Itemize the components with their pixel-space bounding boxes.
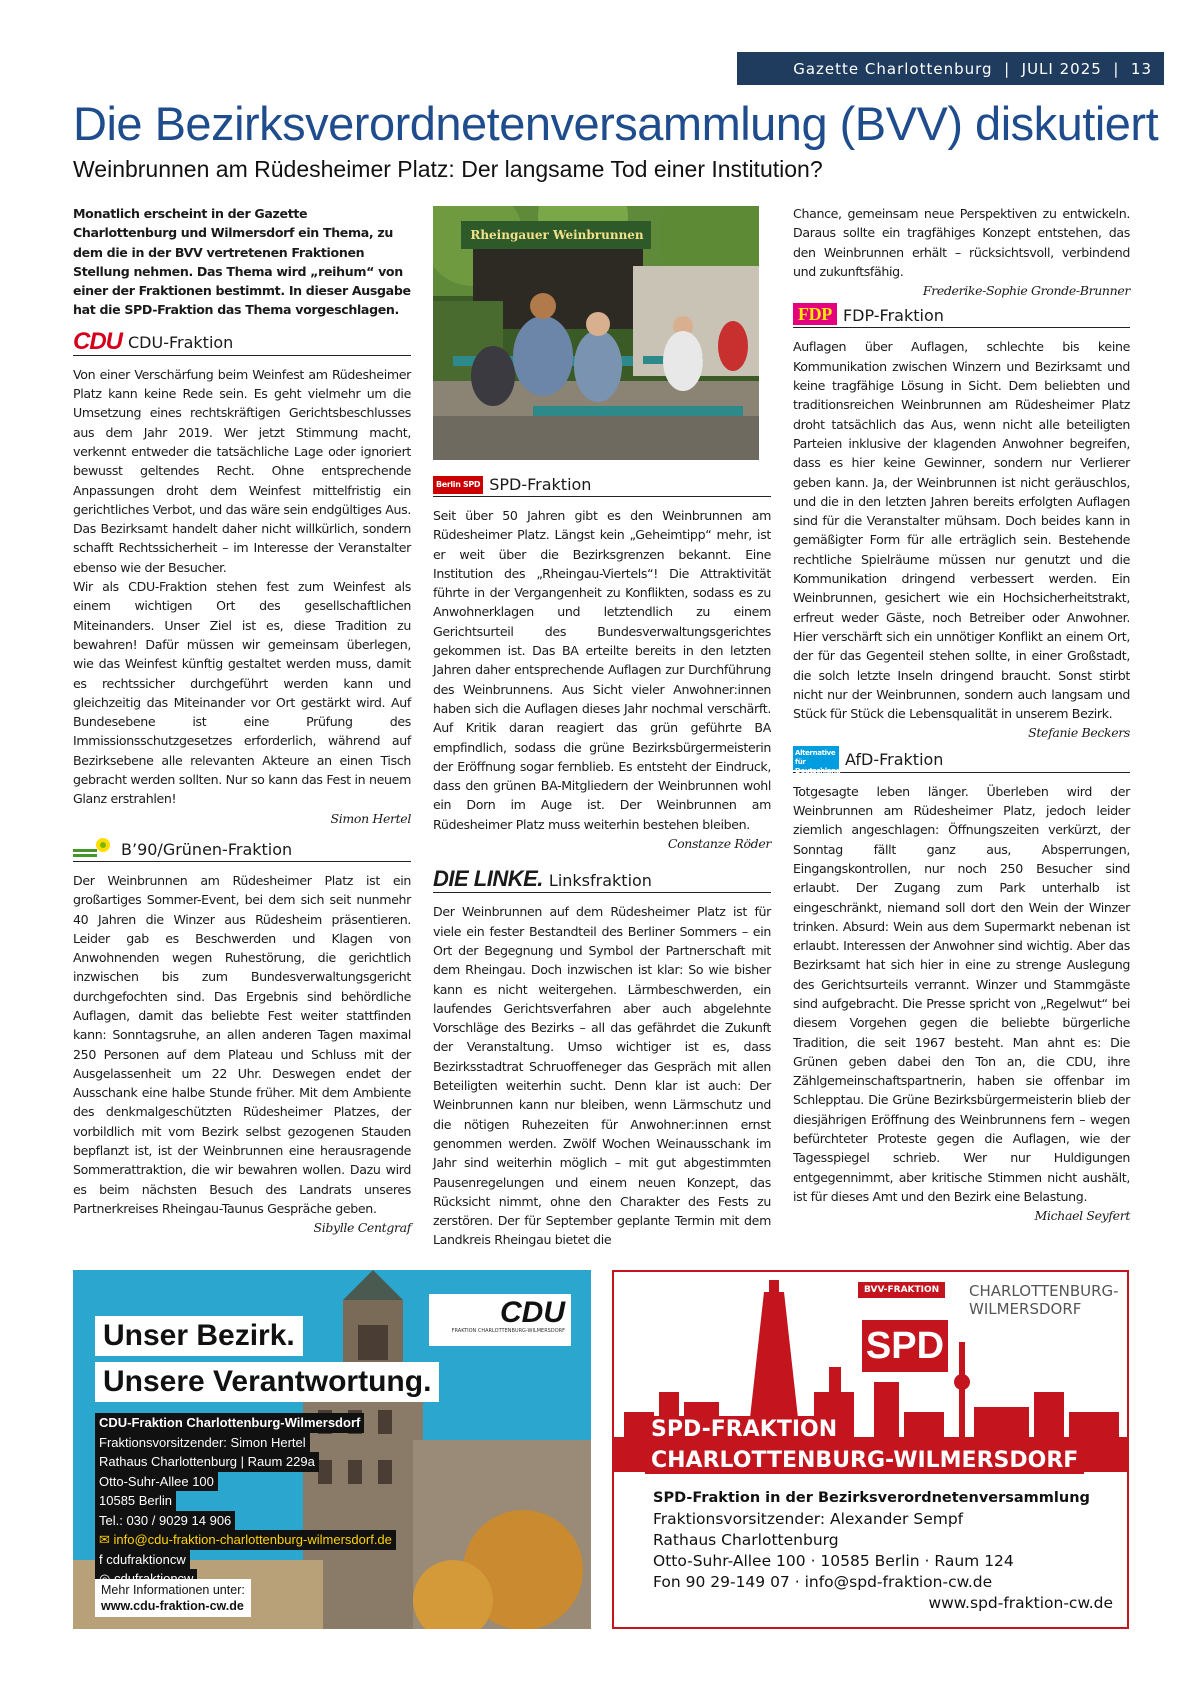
spd-text: Seit über 50 Jahren gibt es den Weinbrunnen am Rüdesheimer Platz. Längst kein „Geheimtipp“ mehr, ist er weit über die Bezirksgrenzen bekannt. Eine Institution des „Rheingau-Viertels“! Die Attraktivität führte in der Vergangenheit zu Konflikten, sodass es zu Anwohnerklagen und letztendlich zu einem Gerichtsurteil des Bundesverwaltungsgerichtes gekommen ist. Das BA erteilte bereits in den letzten Jahren daher entsprechende Auflagen zur Durchführung des Weinbrunnens. Aus Sicht vieler Anwohner:innen haben sich die Auflagen dieses Jahr nochmal verschärft. Auf Kritik daran reagiert das grün geführte BA empfindlich, sodass die grüne Bezirksbürgermeisterin der Eröffnung sogar fernblieb. Es entsteht der Eindruck, dass den grünen BA-Mitgliedern der Weinbrunnen wohl ein Dorn im Auge ist. Der Weinbrunnen am Rüdesheimer Platz muss weiterhin bestehen bleiben. <box>433 508 771 832</box>
gruene-author: Sibylle Centgraf <box>313 1220 411 1236</box>
cdu-ad-url[interactable]: www.cdu-fraktion-cw.de <box>101 1599 244 1613</box>
header-bar <box>737 52 1164 85</box>
afd-author: Michael Seyfert <box>1034 1208 1130 1224</box>
afd-text: Totgesagte leben länger. Überleben wird der Weinbrunnen am Rüdesheimer Platz, jedoch leider ziemlich angeschlagen: Öffnungszeiten verkürzt, der Sonntag fällt ganz aus, Absperrungen, Eingangskontrollen, nur noch 250 Besucher sind erlaubt. Der Zugang zum Park unterhalb ist eingeschränkt, niemand soll dort den Wein der Winzer trinken. Absurd: Wein aus dem Supermarkt nebenan ist erlaubt. Interessen der Anwohner sind wichtig. Aber das Bezirksamt hat sich hier in eine zu strenge Auslegung des Gerichtsurteils verrannt. Winzer und Stammgäste sind aufgebracht. Die Presse spricht von „Regelwut“ bei diesem Vorgehen gegen die beliebte bürgerliche Tradition, die seit 1967 besteht. Man ahnt es: Die Grünen geben dabei den Ton an, die CDU, ihre Zählgemeinschaftspartnerin, haben sie offenbar im Schlepptau. Die Grüne Bezirksbürgermeisterin blieb der diesjährigen Eröffnung des Weinbrunnens fern – wegen befürchteter Proteste gegen die Auflagen, wie der Tagesspiegel schrieb. Wer nur Huldigungen entgegennimmt, aber kritische Stimmen nicht aushält, ist für dieses Amt und den Bezirk eine Belastung. <box>793 783 1130 1204</box>
cdu-ad-line-2: Rathaus Charlottenburg | Raum 229a <box>95 1452 319 1472</box>
cdu-ad-contact <box>95 1413 396 1589</box>
header-text: Gazette Charlottenburg | JULI 2025 | 13 <box>793 59 1152 78</box>
cdu-ad-logo-sub: FRAKTION CHARLOTTENBURG-WILMERSDORF <box>451 1328 565 1334</box>
fdp-heading <box>793 302 1130 328</box>
spd-party-name: SPD-Fraktion <box>489 474 592 494</box>
spd-ad-line-5[interactable]: Fon 90 29-149 07 · info@spd-fraktion-cw.de <box>653 1573 993 1591</box>
spd-ad-contact <box>653 1488 1113 1614</box>
cdu-ad-fb-row <box>95 1550 190 1570</box>
cdu-ad-more-box <box>95 1579 251 1617</box>
afd-logo: Alternative für Deutschland <box>793 746 839 770</box>
facebook-icon: f <box>99 1551 107 1567</box>
spd-ad-line-3: Rathaus Charlottenburg <box>653 1531 839 1549</box>
cdu-ad-line-4: 10585 Berlin <box>95 1491 176 1511</box>
afd-heading <box>793 747 1130 773</box>
spd-author: Constanze Röder <box>667 836 771 852</box>
spd-ad-region-1: CHARLOTTENBURG- <box>969 1282 1119 1300</box>
linke-logo: DIE LINKE. <box>433 866 543 892</box>
spd-ad-region-2: WILMERSDORF <box>969 1300 1082 1318</box>
column-right <box>793 204 1130 1226</box>
cdu-ad-logo-box <box>429 1294 571 1346</box>
spd-advertisement <box>612 1270 1129 1629</box>
photo-sign: Rheingauer Weinbrunnen <box>470 228 644 242</box>
fdp-author: Stefanie Beckers <box>1028 725 1130 741</box>
page-subtitle: Weinbrunnen am Rüdesheimer Platz: Der langsame Tod einer Institution? <box>73 156 823 182</box>
cdu-ad-org: CDU-Fraktion Charlottenburg-Wilmersdorf <box>95 1413 364 1433</box>
cdu-ad-facebook[interactable]: cdufraktioncw <box>106 1551 186 1567</box>
spd-ad-line-2: Fraktionsvorsitzender: Alexander Sempf <box>653 1510 964 1528</box>
fdp-text: Auflagen über Auflagen, schlechte bis keine Kommunikation zwischen Winzern und Bezirksamt und keine tragfähige Lösung in Sicht. Dem beliebten und traditionsreichen Weinbrunnen am Rüdesheimer Platz droht tatsächlich das Aus, wenn nicht alle beteiligten Parteien inklusive der klagenden Anwohner begreifen, dass es hier keine Gewinner, sondern nur Verlierer geben kann. Ja, der Weinbrunnen ist nicht geräuschlos, und die in den letzten Jahren bereits erfolgten Auflagen sind für die Veranstalter mühsam. Doch beides kann in gemäßigter Form für alle erträglich sein. Bestehende rechtliche Spielräume müssen nur genutzt und die Kommunikation dringend verbessert werden. Ein Weinbrunnen, gesichert wie ein Hochsicherheitstrakt, erfreut weder Gäste, noch Betreiber oder Anwohner. Hier verschärft sich ein unnötiger Konflikt an einem Ort, der für das Gegenteil stehen sollte, in einer Großstadt, die solch letzte Inseln dringend braucht. Sonst stirbt nicht nur der Weinbrunnen, sondern auch langsam und Stück für Stück die Lebensqualität in unserem Bezirk. <box>793 339 1130 722</box>
spd-ad-title-1: SPD-FRAKTION <box>645 1416 843 1443</box>
gruene-sunflower-logo <box>73 837 115 859</box>
gruene-party-name: B’90/Grünen-Fraktion <box>121 839 293 859</box>
cdu-ad-email-row <box>95 1530 396 1550</box>
linke-author: Frederike-Sophie Gronde-Brunner <box>922 283 1130 299</box>
spd-ad-line-4: Otto-Suhr-Allee 100 · 10585 Berlin · Raum 124 <box>653 1552 1014 1570</box>
spd-ad-logo: SPD <box>862 1320 948 1372</box>
cdu-ad-line-3: Otto-Suhr-Allee 100 <box>95 1472 218 1492</box>
cdu-ad-more: Mehr Informationen unter: <box>101 1583 245 1597</box>
cdu-logo: CDU <box>73 327 122 355</box>
cdu-ad-email[interactable]: info@cdu-fraktion-charlottenburg-wilmersdorf.de <box>113 1532 392 1547</box>
intro-text: Monatlich erscheint in der Gazette Charlottenburg und Wilmersdorf ein Thema, zu dem die in der BVV vertretenen Fraktionen Stellung nehmen. Das Thema wird „reihum“ von einer der Fraktionen bestimmt. In dieser Ausgabe hat die SPD-Fraktion das Thema vorgeschlagen. <box>73 206 411 318</box>
page-title: Die Bezirksverordnetenversammlung (BVV) diskutiert <box>73 97 1159 150</box>
cdu-ad-headline-1: Unser Bezirk. <box>95 1316 303 1356</box>
linke-heading <box>433 867 771 893</box>
gruene-heading <box>73 836 411 862</box>
cdu-ad-logo: CDU <box>500 1296 565 1329</box>
cdu-party-name: CDU-Fraktion <box>128 333 234 353</box>
spd-ad-url[interactable]: www.spd-fraktion-cw.de <box>928 1594 1113 1612</box>
cdu-ad-line-5: Tel.: 030 / 9029 14 906 <box>95 1511 235 1531</box>
spd-berlin-logo: Berlin SPD <box>433 476 483 494</box>
spd-ad-line-1: SPD-Fraktion in der Bezirksverordnetenversammlung <box>653 1490 1090 1506</box>
fdp-logo: FDP <box>793 303 837 325</box>
cdu-ad-line-1: Fraktionsvorsitzender: Simon Hertel <box>95 1433 310 1453</box>
weinbrunnen-photo <box>433 206 759 460</box>
fdp-party-name: FDP-Fraktion <box>842 306 944 326</box>
gruene-text: Der Weinbrunnen am Rüdesheimer Platz ist ein großartiges Sommer-Event, bei dem sich seit nunmehr 40 Jahren die Winzer aus Rüdesheim präsentieren. Leider gab es Beschwerden und Klagen von Anwohnenden wegen Ruhestörung, die gerichtlich inzwischen bis zum Bundesverwaltungsgericht durchgefochten sind. Das Ergebnis sind behördliche Auflagen, damit das beliebte Fest weiter stattfinden kann: Sonntagsruhe, an allen anderen Tagen maximal 250 Personen auf dem Plateau und Schluss mit der Ausgelassenheit um 22 Uhr. Deswegen endet der Ausschank eine halbe Stunde früher. Mit dem Ambiente des denkmalgeschützten Rüdesheimer Platzes, der vorbildlich mit vom Bezirk selbst gezogenen Stauden bepflanzt ist, ist der Weinbrunnen eine herausragende Sommerattraktion, die wir bewahren wollen. Dazu wird es beim nächsten Besuch des Landrats unseres Partnerkreises Rheingau-Taunus Gespräche geben. <box>73 872 411 1216</box>
linke-text: Der Weinbrunnen auf dem Rüdesheimer Platz ist für viele ein fester Bestandteil des Berliner Sommers – ein Ort der Begegnung und Symbol der Partnerschaft mit dem Rheingau. Doch inzwischen ist klar: So wie bisher kann es nicht weitergehen. Lärmbeschwerden, ein laufendes Gerichtsverfahren aber auch abgelehnte Vorschläge des Bezirks – all das gefährdet die Zukunft der Veranstaltung. Umso wichtiger ist es, dass Bezirksstadtrat Schruoffeneger das Gespräch mit allen Beteiligten weiterhin sucht. Denn klar ist auch: Der Weinbrunnen kann nur bleiben, wenn Lärmschutz und die nötigen Ruhezeiten für Anwohner:innen ernst genommen werden. Zwölf Wochen Weinausschank im Jahr sind weiterhin möglich – mit gut abgestimmten Pausenregelungen und einem neuen Konzept, das Rücksicht nimmt, ohne den Charakter des Fests zu zerstören. Der für September geplante Termin mit dem Landkreis Rheingau bietet die <box>433 904 771 1248</box>
linke-party-name: Linksfraktion <box>548 871 652 891</box>
cdu-advertisement <box>73 1270 591 1629</box>
spd-ad-bvv-label: BVV-FRAKTION <box>858 1282 945 1298</box>
cdu-heading <box>73 327 411 356</box>
spd-ad-title-2: CHARLOTTENBURG-WILMERSDORF <box>645 1447 1084 1474</box>
column-left <box>73 204 411 1238</box>
mail-icon: ✉ <box>99 1532 114 1547</box>
column-middle <box>433 468 771 1250</box>
cdu-ad-headline-2: Unsere Verantwortung. <box>95 1362 439 1402</box>
spd-heading <box>433 471 771 497</box>
afd-party-name: AfD-Fraktion <box>845 750 944 770</box>
cdu-text-1: Von einer Verschärfung beim Weinfest am Rüdesheimer Platz kann keine Rede sein. Es geht vielmehr um die Umsetzung eines rechtskräftigen Gerichtsbeschlusses aus dem Jahr 2019. Wer jetzt Stimmung macht, verkennt entweder die tatsächliche Lage oder ignoriert bewusst geltendes Recht. Ohne entsprechende Anpassungen droht dem Weinfest mittelfristig ein gerichtliches Verbot, und das wäre sein endgültiges Aus. Das Bezirksamt handelt daher nicht willkürlich, sondern schafft Rechtssicherheit – im Interesse der Veranstalter ebenso wie der Besucher. <box>73 366 411 575</box>
linke-text-cont: Chance, gemeinsam neue Perspektiven zu entwickeln. Daraus sollte ein tragfähiges Konzept entstehen, das den Weinbrunnen erhält – rücksichtsvoll, verbindend und zukunftsfähig. <box>793 206 1130 279</box>
cdu-text-2: Wir als CDU-Fraktion stehen fest zum Weinfest als einem wichtigen Ort des gesellschaftlichen Miteinanders. Unser Ziel ist es, diese Tradition zu bewahren! Dafür müssen wir gemeinsam überlegen, wie das Weinfest künftig gestaltet werden muss, damit es rechtssicher durchgeführt werden kann und gleichzeitig das Miteinander vor Ort gestärkt wird. Auf Bundesebene ist eine Prüfung des Immissionsschutzgesetzes erforderlich, während auf Bezirksebene alle relevanten Akteure an einen Tisch gebracht werden sollten. Nur so kann das Fest in neuem Glanz erstrahlen! <box>73 579 411 807</box>
cdu-author: Simon Hertel <box>330 810 411 826</box>
